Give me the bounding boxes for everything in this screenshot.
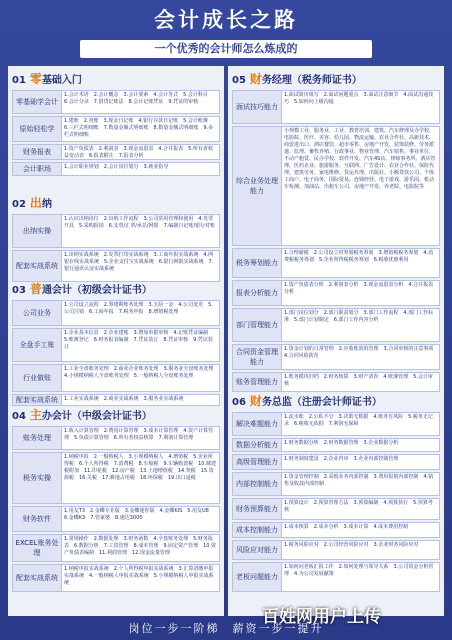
topic-row (12, 364, 220, 392)
topic-content: 1.账务模块归档 2.财务核算 3.财产清查 4.账簿管理 5.会计审核 (282, 372, 440, 392)
topic-content: 1.建账 2.查账 3.现金日记账 4.银行存款日记账 5.会计账簿 6.三栏式明细账 7.数量金额式明细账 8.数量金额式明细账 9.多栏式明细账 (62, 116, 220, 142)
topic-row (12, 328, 220, 362)
topic-label: 零基础学会计 (12, 90, 62, 114)
section-number: 02 (12, 199, 26, 210)
topic-content: 1.税务风险应对 2.公司经营风险应对 3.企业财务风险应对 (282, 540, 440, 560)
section-heading (12, 70, 82, 87)
topic-content: 1.面试简历填写 2.面试问题重点 3.面试注意细节 4.面试沟通技巧 5.如何问上级沟通 (282, 90, 440, 124)
section-title: 通会计（初级会计证书） (41, 285, 152, 296)
topic-content: 1.公司设立流程 2.筹建期账务处理 3.五险一金 4.公司变更 5.公司注销 6.工商年报 7.税务申报 8.增值税处理 (62, 300, 220, 326)
topic-row (12, 300, 220, 326)
topic-row (12, 452, 220, 504)
topic-row (232, 248, 440, 278)
section-heading (12, 406, 152, 423)
topic-row (232, 344, 440, 370)
topic-row (12, 90, 220, 114)
topic-row (232, 562, 440, 592)
topic-label: 财务软件 (12, 506, 62, 532)
topic-content: 1.收入计算管理 2.费用计算管理 3.成本计算管理 4.资产计算管理 5.负债计算管理 6.所有者权益核算 7.利润计算管理 (62, 426, 220, 450)
topic-row (12, 144, 220, 160)
section-accent: 普 (29, 282, 42, 296)
topic-content: 1.财务数据分析 2.财务数据管理 3.企业数据分析 (282, 438, 440, 452)
section-accent: 出 (29, 196, 42, 210)
topic-content: 1.资金管理控制 2.采购业务内部控制 3.费用报销内部控制 4.销售及收款内部控制 (282, 472, 440, 496)
topic-label: 出纳实操 (12, 214, 62, 248)
topic-content: 1.成本核算 2.成本分析 3.成本计算 4.成本费用控制 (282, 522, 440, 538)
section-number: 03 (12, 285, 26, 296)
section-accent: 主 (29, 408, 42, 422)
topic-row (232, 90, 440, 124)
topic-label: 账务管理能力 (232, 372, 282, 392)
topic-row (232, 126, 440, 246)
section-title: 办会计（中级会计证书） (41, 411, 152, 422)
topic-content: 1.工业全盘账务处理 2.商业企业账务处理 3.服务业全盘账务处理 4.小规模纳税人全盘账务处理 5.一般纳税人全盘账务处理 (62, 364, 220, 392)
topic-content: 1.资金计划的日常管理 2.应收账款的管理 3.合同审核的注意事项 4.合同风险防范 (282, 344, 440, 370)
right-panel (228, 66, 444, 616)
topic-content: 1.会计职业规划 2.会计岗位划分 3.就业指导 (62, 162, 220, 176)
topic-label: 内部控制能力 (232, 472, 282, 496)
topic-row (232, 438, 440, 452)
topic-label: 数据分析能力 (232, 438, 282, 452)
page-title: 会计成长之路 (154, 8, 298, 32)
topic-label: 配套实战系统 (12, 564, 62, 592)
topic-label: 配套实战系统 (12, 394, 62, 406)
section-title: 务总监（注册会计师证书） (261, 397, 382, 408)
section-accent: 财 (249, 394, 262, 408)
topic-label: 全盘手工账 (12, 328, 62, 362)
topic-row (12, 426, 220, 450)
left-panel (8, 66, 224, 616)
topic-row (12, 534, 220, 562)
topic-label: 合同资金管理能力 (232, 344, 282, 370)
topic-label: 税务筹划能力 (232, 248, 282, 278)
topic-label: 行业做账 (12, 364, 62, 392)
topic-label: 报表分析能力 (232, 280, 282, 306)
topic-row (12, 250, 220, 282)
topic-content: 1.常规操作 2.数据处理 3.财务函数 4.全盘账务处理 5.财务报表 6.数据分析 7.工资管理 8.成本管理 9.固定资产管理 10.资产负债表编制 11.利润管理 12.现金流量管理 (62, 534, 220, 562)
topic-label: 解决难题能力 (232, 412, 282, 436)
topic-label: 财务预算能力 (232, 498, 282, 520)
topic-content: 1.出纳实战系统 2.发票打印实战系统 3.工商年报实战系统 4.网银在线实战系统 5.企业支付宝实战系统 6.银行网银实战系统 7.银行通讯认证实战系统 (62, 250, 220, 282)
topic-label: 部门管理能力 (232, 308, 282, 342)
topic-label: 会计职场 (12, 162, 62, 176)
topic-content: 1.流水账 2.公私不分 3.决策无数据 4.账务有风险 5.税务无记录 6.税收无依据 7.利润无保障 (282, 412, 440, 436)
topic-content: 1.纳税申报实战系统 2.个人所得税申报实战系统 3.汇算清缴申报实战系统 4.一般纳税人申报实战系统 5.小规模纳税人申报实战系统 (62, 564, 220, 592)
topic-label: 账务处理 (12, 426, 62, 450)
topic-content: 1.资产负债表分析 2.利润表分析 3.现金流量表分析 4.合并报表分析 (282, 280, 440, 306)
watermark-text: 百姓网用户上传 (262, 607, 381, 627)
topic-content: 1.合理避税 2.公司设立时筹划税务筹划 3.增值税税务筹划 4.消费税税务筹划 5.企业所得税税务筹划 6.税收优惠利用 (282, 248, 440, 278)
topic-content: 1.会计术语 2.会计概念 3.会计要素 4.会计等式 5.会计科目 6.会计分录 7.借贷记账法 8.会计记账凭证 9.凭证的审核 (62, 90, 220, 114)
topic-label: 成本控制能力 (232, 522, 282, 538)
topic-row (232, 540, 440, 560)
footer-slogan: 岗位一步一阶梯 薪资一步一提升 (128, 622, 324, 635)
topic-label: 配套实战系统 (12, 250, 62, 282)
topic-row (232, 412, 440, 436)
topic-label: 老板问题能力 (232, 562, 282, 592)
section-title: 基础入门 (41, 75, 82, 86)
topic-row (232, 454, 440, 470)
topic-row (232, 308, 440, 342)
topic-content: 1.企业基本信息 2.企业建账 3.增加单据审核 4.记账凭证编制 5.账簿登记 6.财务报表编制 7.凭证装订 8.凭证审核 9.凭证装订 (62, 328, 220, 362)
section-heading (12, 194, 52, 211)
section-number: 01 (12, 75, 26, 86)
page-subtitle: 一个优秀的会计师怎么炼成的 (80, 40, 372, 58)
topic-row (12, 162, 220, 176)
topic-row (232, 472, 440, 496)
topic-content: 1.预算设计 2.预算管理方法 3.预算编制 4.预算执行 5.预算考核 (282, 498, 440, 520)
topic-label: 财务报表 (12, 144, 62, 160)
topic-row (232, 522, 440, 538)
section-title: 务经理（税务师证书） (261, 75, 362, 86)
section-number: 06 (232, 397, 246, 408)
topic-row (12, 116, 220, 142)
topic-label: 税务实操 (12, 452, 62, 504)
topic-content: 1.部门岗位划分 2.部门职责划分 3.部门工作流程 4.部门工作标准 5.部门计划制定 6.部门工作内容分析 (282, 308, 440, 342)
section-heading (232, 392, 382, 409)
topic-content: 1.用友T3 2.金蝶专业版 3.金蝶迷你版 4.金蝶KIS 5.用友U8 6.金蝶K3 7.管家婆 8.速达3000 (62, 506, 220, 532)
section-number: 04 (12, 411, 26, 422)
topic-label: 面试技巧能力 (232, 90, 282, 124)
topic-content: 1.如何问老板汇报工作 2.如何处理与领导关系 3.公司资金分析管理 4.为公司发展献策 (282, 562, 440, 592)
topic-row (12, 506, 220, 532)
section-number: 05 (232, 75, 246, 86)
section-accent: 零 (29, 72, 42, 86)
topic-row (12, 394, 220, 406)
section-heading (232, 70, 362, 87)
topic-label: 高级管理能力 (232, 454, 282, 470)
topic-label: 风险应对能力 (232, 540, 282, 560)
topic-label: EXCEL账务处理 (12, 534, 62, 562)
topic-label: 综合业务处理能力 (232, 126, 282, 246)
section-heading (12, 280, 152, 297)
topic-row (232, 280, 440, 306)
topic-row (12, 214, 220, 248)
topic-content: 1.工业实战系统 2.商业实战系统 3.服务业实战系统 (62, 394, 220, 406)
topic-row (232, 498, 440, 520)
topic-content: 1.认识出纳岗位 2.出纳工作流程 3.公司常用管理和使用 4.发票开具 5.采购报销 6.支票/汇票/承兑/网银 7.编制日记账/银行对账 (62, 214, 220, 248)
topic-content: 小规模工业、服务业、工业、教育培训、建筑、汽车修理及办学校、电影院、医疗、美容、幼儿园、物流运输、农业合作社、高新技术、商贸进出口、酒店餐饮、超市零售、房地产开发、装饰装修、劳务派遣、监理、畜牧养殖、行政事业、物业管理、汽车销售、事业单位、不动产租赁、民办学校、软件开发、汽车4S店、律师事务所、酒店管理、医药企业、旅游服务、互联网、广告设计、农业合作社、保险代理、建筑劳务、家电维修、货运代理、出版社、小额贷款公司、个体工商户、电子商务、国际贸易、连锁经营、电子游戏、游乐园、机动车检测、加油站、出租车公司、房地产开发、养老院、电影院等 (282, 126, 440, 246)
topic-content: 1.纳税申报 2.一般纳税人 3.小规模纳税人 4.增值税 5.企业所得税 6.个人所得税 7.消费税 8.车船税 9.车辆购置税 10.城建税附加 11.印花税 12.房产税 13.土地增值税 14.契税 15.资源税 16.关税 17.耕地占用税 18.环保税 19.出口退税 (62, 452, 220, 504)
topic-content: 1.财务制度建设 2.企业内审 3.企业内部控制管理 (282, 454, 440, 470)
topic-label: 原始轻松学 (12, 116, 62, 142)
topic-row (12, 564, 220, 592)
section-title: 纳 (41, 199, 52, 210)
topic-row (232, 372, 440, 392)
section-accent: 财 (249, 72, 262, 86)
topic-label: 公司业务 (12, 300, 62, 326)
topic-content: 1.资产负债表 2.利润表 3.现金流量表 4.合并报表 5.所有者权益变动表 6.报表附注 7.报表分析 (62, 144, 220, 160)
